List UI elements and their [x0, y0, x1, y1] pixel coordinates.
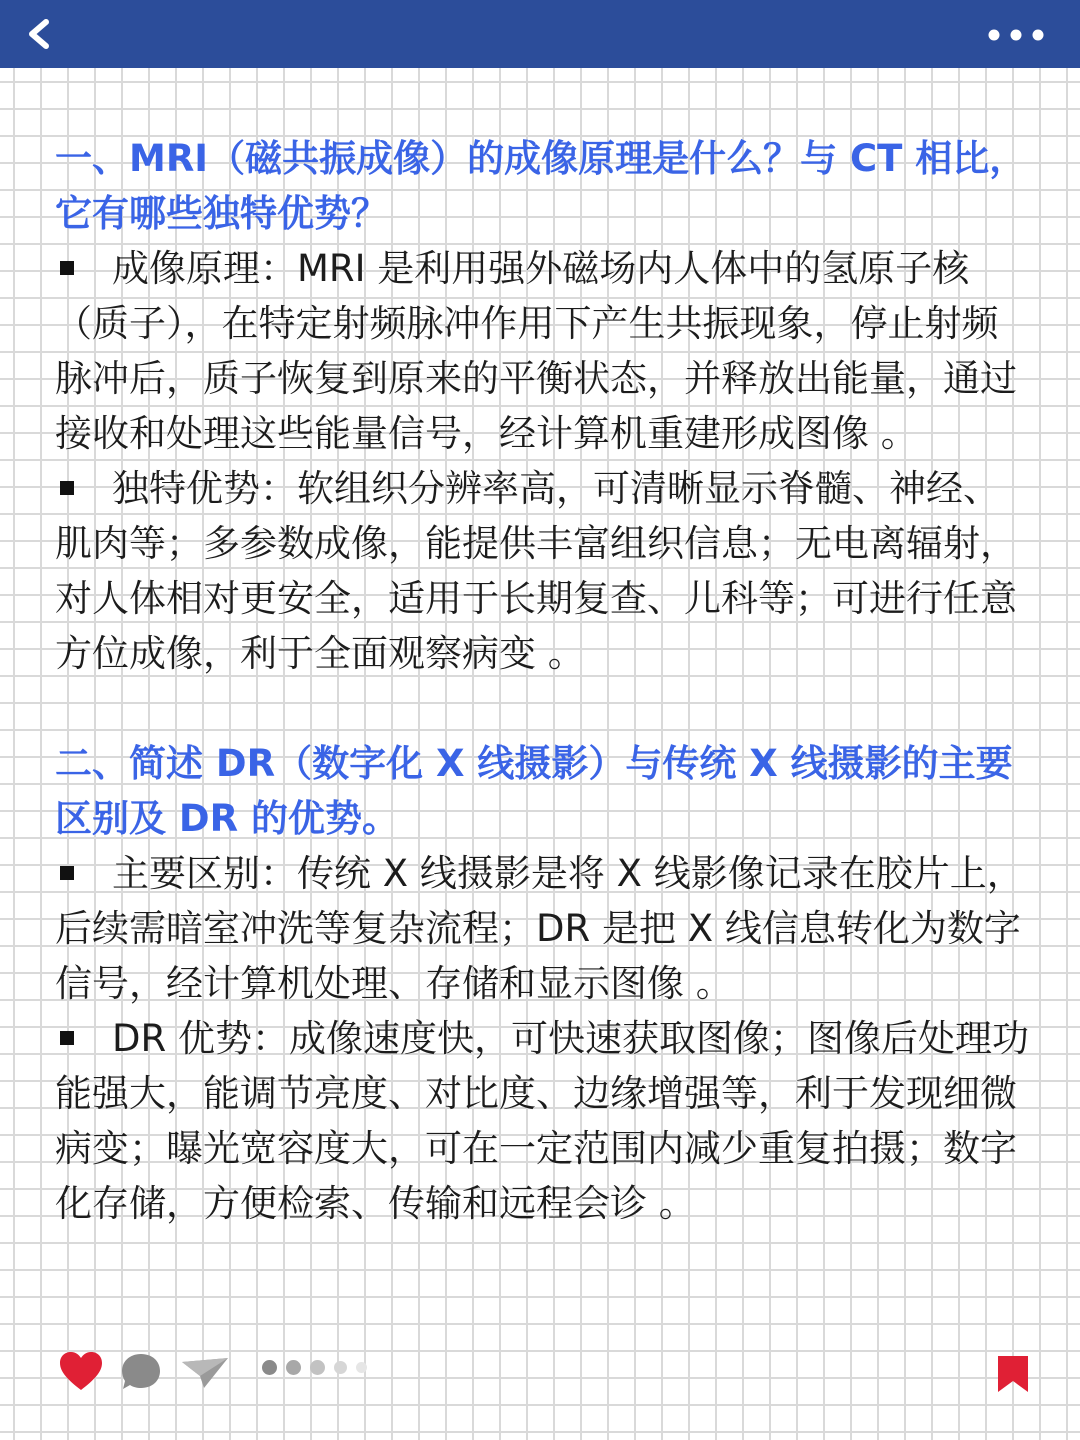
- article-content: [55, 131, 1030, 1231]
- chevron-left-icon: [18, 12, 62, 56]
- section-spacer: [55, 681, 1030, 736]
- page-dot[interactable]: [286, 1360, 301, 1375]
- more-button[interactable]: [984, 22, 1048, 48]
- bullet-text: DR 优势：成像速度快，可快速获取图像；图像后处理功能强大，能调节亮度、对比度、边缘增强等，利于发现细微病变；曝光宽容度大，可在一定范围内减少重复拍摄；数字化存储，方便检索、传输和远程会诊 。: [55, 1017, 1029, 1225]
- page-dot[interactable]: [310, 1360, 325, 1375]
- comment-button[interactable]: [120, 1352, 164, 1396]
- square-bullet-icon: [60, 866, 74, 880]
- section-1: [55, 131, 1030, 681]
- section-title: 二、简述 DR（数字化 X 线摄影）与传统 X 线摄影的主要区别及 DR 的优势。: [55, 742, 1013, 840]
- square-bullet-icon: [60, 261, 74, 275]
- bullet-paragraph: [55, 241, 1030, 461]
- top-nav-bar: [0, 0, 1080, 68]
- bullet-text: 主要区别：传统 X 线摄影是将 X 线影像记录在胶片上，后续需暗室冲洗等复杂流程；DR 是把 X 线信息转化为数字信号，经计算机处理、存储和显示图像 。: [55, 852, 1024, 1005]
- heart-icon: [58, 1350, 104, 1392]
- page-dot[interactable]: [356, 1362, 367, 1373]
- page-indicator: [262, 1360, 382, 1380]
- bullet-text: 成像原理：MRI 是利用强外磁场内人体中的氢原子核（质子），在特定射频脉冲作用下产生共振现象，停止射频脉冲后，质子恢复到原来的平衡状态，并释放出能量，通过接收和处理这些能量信号，经计算机重建形成图像 。: [55, 247, 1017, 455]
- bullet-paragraph: [55, 1011, 1030, 1231]
- page-dot[interactable]: [334, 1361, 347, 1374]
- section-title: 一、MRI（磁共振成像）的成像原理是什么？与 CT 相比，它有哪些独特优势？: [55, 137, 1027, 235]
- square-bullet-icon: [60, 481, 74, 495]
- bullet-paragraph: [55, 461, 1030, 681]
- comment-icon: [120, 1352, 164, 1392]
- bookmark-button[interactable]: [996, 1354, 1030, 1398]
- bullet-text: 独特优势：软组织分辨率高，可清晰显示脊髓、神经、肌肉等；多参数成像，能提供丰富组织信息；无电离辐射，对人体相对更安全，适用于长期复查、儿科等；可进行任意方位成像，利于全面观察病变 。: [55, 467, 1017, 675]
- square-bullet-icon: [60, 1031, 74, 1045]
- page-dot-active[interactable]: [262, 1360, 277, 1375]
- back-button[interactable]: [18, 12, 62, 56]
- like-button[interactable]: [58, 1350, 104, 1396]
- bookmark-icon: [996, 1354, 1030, 1394]
- share-icon: [180, 1356, 230, 1390]
- share-button[interactable]: [180, 1356, 230, 1394]
- bullet-paragraph: [55, 846, 1030, 1011]
- more-dots-icon: [984, 22, 1048, 48]
- section-2: [55, 736, 1030, 1231]
